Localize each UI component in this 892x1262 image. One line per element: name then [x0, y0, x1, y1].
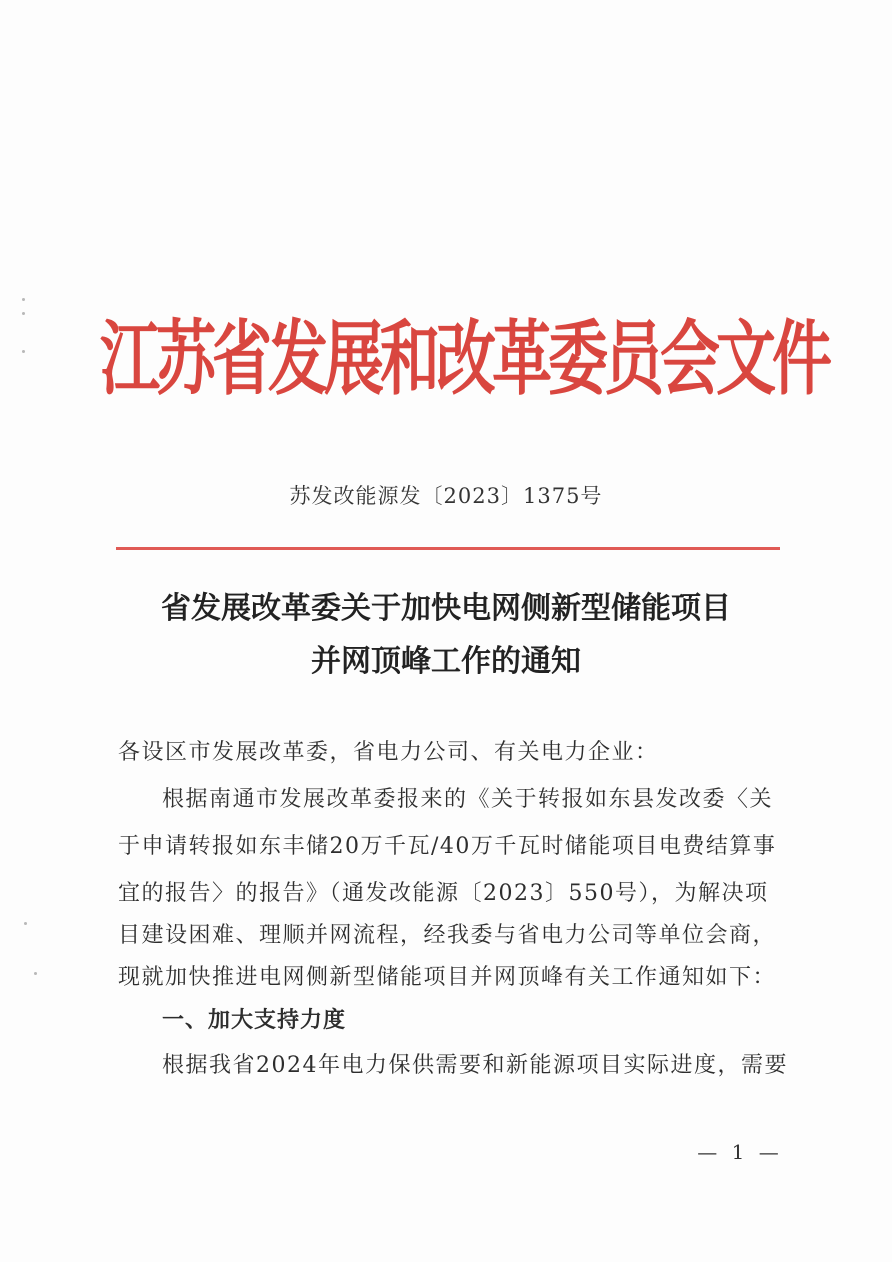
body-paragraph-line: 根据我省2024年电力保供需要和新能源项目实际进度，需要	[162, 1053, 788, 1078]
body-paragraph-line: 现就加快推进电网侧新型储能项目并网顶峰有关工作通知如下：	[118, 965, 777, 990]
red-divider-rule	[116, 547, 780, 550]
page-number: — 1 —	[697, 1140, 783, 1164]
scan-speck	[22, 350, 25, 353]
notice-title-line-2: 并网顶峰工作的通知	[311, 644, 581, 679]
section-heading: 一、加大支持力度	[162, 1008, 347, 1033]
scan-speck	[34, 972, 37, 975]
body-paragraph-line: 目建设困难、理顺并网流程，经我委与省电力公司等单位会商，	[118, 923, 777, 948]
masthead-title: 江苏省发展和改革委员会文件	[100, 312, 828, 408]
salutation: 各设区市发展改革委，省电力公司、有关电力企业：	[118, 740, 659, 765]
notice-title-line-1: 省发展改革委关于加快电网侧新型储能项目	[161, 591, 731, 626]
body-paragraph-line: 于申请转报如东丰储20万千瓦/40万千瓦时储能项目电费结算事	[118, 834, 777, 859]
scan-speck	[22, 298, 25, 301]
body-paragraph-line: 根据南通市发展改革委报来的《关于转报如东县发改委〈关	[162, 787, 774, 812]
body-paragraph-line: 宜的报告〉的报告》（通发改能源〔2023〕550号），为解决项	[118, 881, 769, 906]
document-number: 苏发改能源发〔2023〕1375号	[289, 484, 603, 508]
scan-speck	[24, 922, 27, 925]
scan-speck	[22, 312, 25, 315]
